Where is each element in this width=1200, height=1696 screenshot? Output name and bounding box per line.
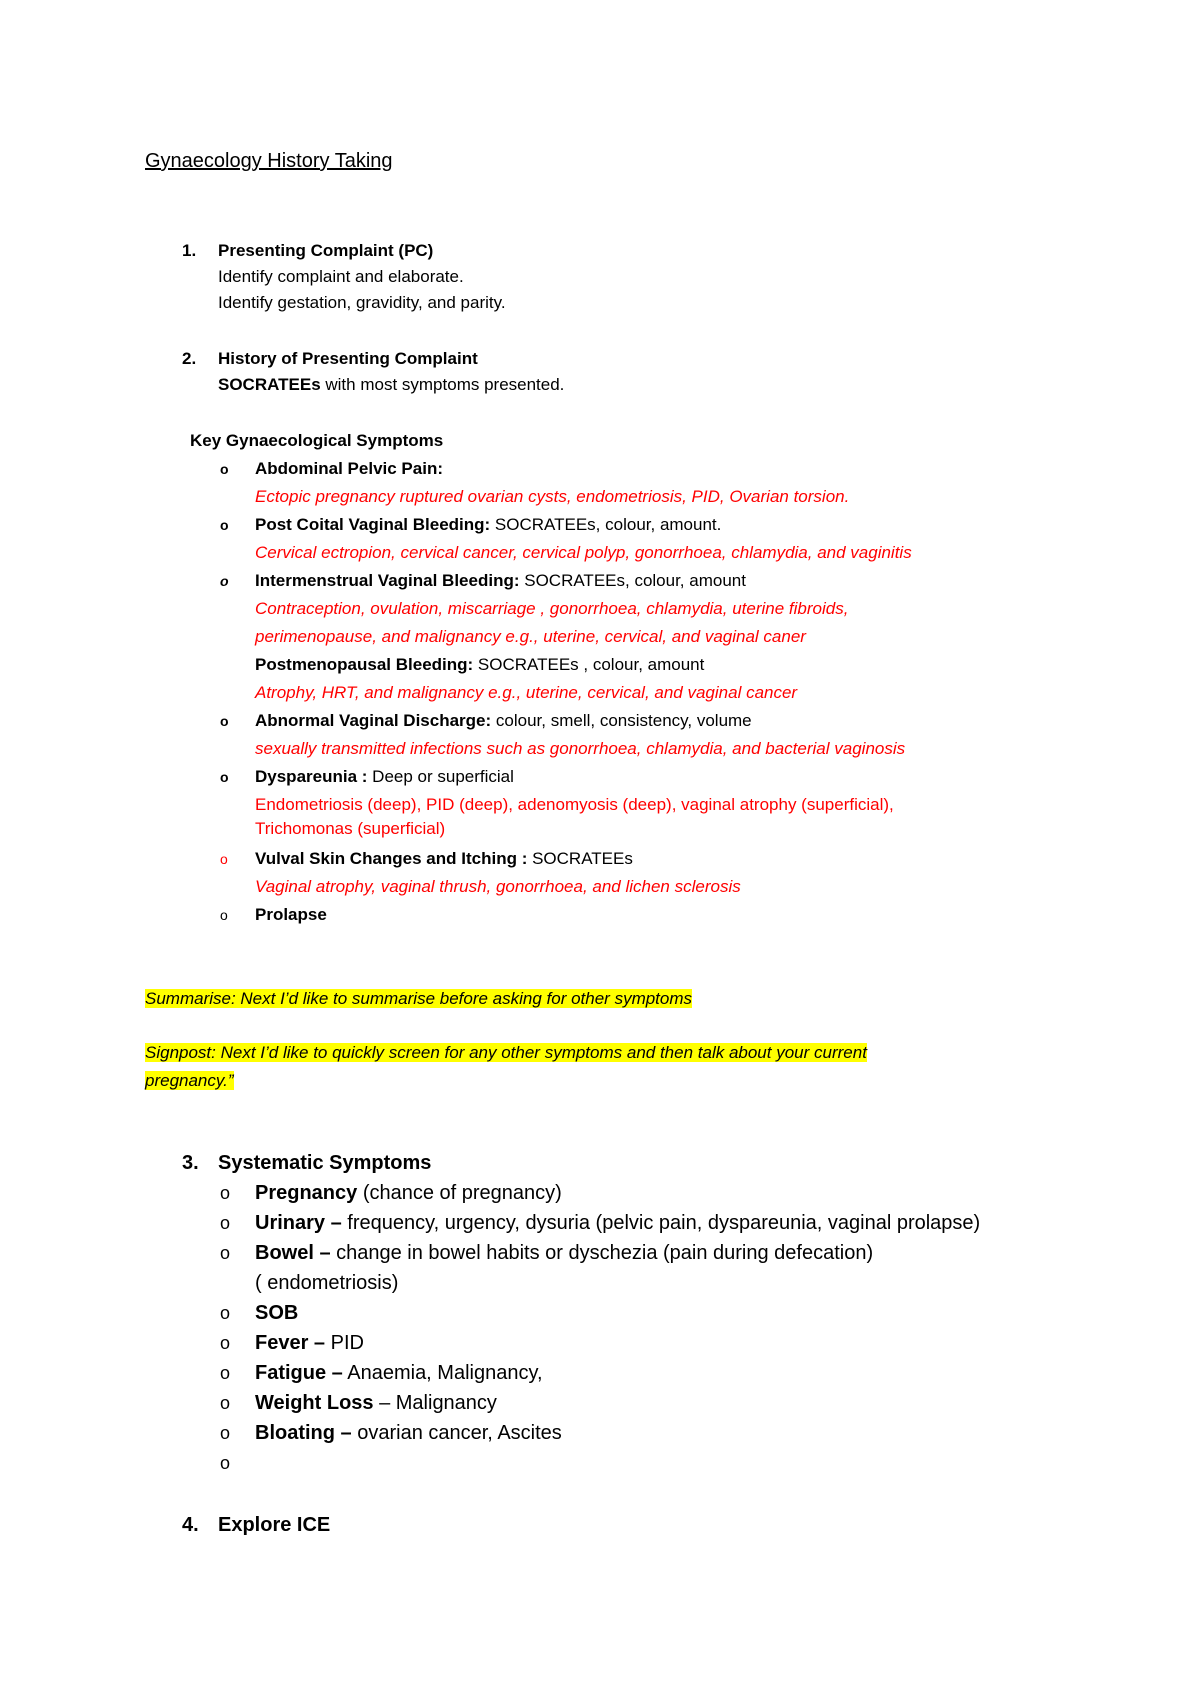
symptom-causes: perimenopause, and malignancy e.g., uterine, cervical, and vaginal caner bbox=[255, 627, 806, 646]
bullet-icon: o bbox=[220, 907, 228, 923]
systematic-item-bloating: Bloating – ovarian cancer, Ascites bbox=[255, 1422, 562, 1444]
systematic-item-bowel-cont: ( endometriosis) bbox=[255, 1272, 399, 1294]
bullet-icon: o bbox=[220, 517, 229, 533]
bullet-icon: o bbox=[220, 1243, 231, 1263]
systematic-item-urinary: Urinary – frequency, urgency, dysuria (pelvic pain, dyspareunia, vaginal prolapse) bbox=[255, 1212, 981, 1234]
symptom-causes: Cervical ectropion, cervical cancer, cervical polyp, gonorrhoea, chlamydia, and vaginitis bbox=[255, 543, 912, 562]
symptom-abdominal-pelvic-pain: Abdominal Pelvic Pain: bbox=[255, 459, 443, 478]
systematic-item-fever: Fever – PID bbox=[255, 1332, 364, 1354]
systematic-item-pregnancy: Pregnancy (chance of pregnancy) bbox=[255, 1182, 562, 1204]
symptom-abnormal-discharge: Abnormal Vaginal Discharge: colour, smell, consistency, volume bbox=[255, 711, 752, 730]
systematic-item-fatigue: Fatigue – Anaemia, Malignancy, bbox=[255, 1362, 543, 1384]
symptom-postmenopausal-bleeding: Postmenopausal Bleeding: SOCRATEEs , colour, amount bbox=[255, 655, 705, 674]
bullet-icon: o bbox=[220, 851, 228, 867]
bullet-icon: o bbox=[220, 1303, 231, 1323]
symptom-post-coital-bleeding: Post Coital Vaginal Bleeding: SOCRATEEs, colour, amount. bbox=[255, 515, 722, 534]
summarise-note: Summarise: Next I’d like to summarise before asking for other symptoms bbox=[145, 989, 693, 1008]
symptom-dyspareunia: Dyspareunia : Deep or superficial bbox=[255, 767, 514, 786]
symptom-causes: Endometriosis (deep), PID (deep), adenomyosis (deep), vaginal atrophy (superficial), bbox=[255, 795, 894, 814]
symptom-causes: Trichomonas (superficial) bbox=[255, 819, 446, 838]
symptom-causes: sexually transmitted infections such as gonorrhoea, chlamydia, and bacterial vaginosis bbox=[255, 739, 906, 758]
bullet-icon: o bbox=[220, 1183, 231, 1203]
systematic-item-bowel: Bowel – change in bowel habits or dyschezia (pain during defecation) bbox=[255, 1242, 874, 1264]
symptom-intermenstrual-bleeding: Intermenstrual Vaginal Bleeding: SOCRATEEs, colour, amount bbox=[255, 571, 746, 590]
bullet-icon: o bbox=[220, 713, 229, 729]
systematic-item-weight-loss: Weight Loss – Malignancy bbox=[255, 1392, 497, 1414]
section-3-heading: 3. Systematic Symptoms bbox=[182, 1152, 432, 1174]
bullet-icon: o bbox=[220, 1333, 231, 1353]
bullet-icon: o bbox=[220, 1423, 231, 1443]
section-2-heading: 2. History of Presenting Complaint bbox=[182, 349, 478, 368]
section-1-line-1: Identify complaint and elaborate. bbox=[218, 267, 464, 286]
bullet-icon: o bbox=[220, 1453, 231, 1473]
symptom-prolapse: Prolapse bbox=[255, 905, 327, 924]
symptom-causes: Contraception, ovulation, miscarriage , gonorrhoea, chlamydia, uterine fibroids, bbox=[255, 599, 849, 618]
bullet-icon: o bbox=[220, 1363, 231, 1383]
symptom-vulval-skin-changes: Vulval Skin Changes and Itching : SOCRATEEs bbox=[255, 849, 633, 868]
section-4-heading: 4. Explore ICE bbox=[182, 1514, 331, 1536]
symptom-causes: Vaginal atrophy, vaginal thrush, gonorrhoea, and lichen sclerosis bbox=[255, 877, 741, 896]
section-1-heading: 1. Presenting Complaint (PC) bbox=[182, 241, 434, 260]
signpost-note-line-2: pregnancy.” bbox=[145, 1071, 234, 1090]
bullet-icon: o bbox=[220, 1213, 231, 1233]
bullet-icon: o bbox=[220, 461, 229, 477]
symptom-causes: Ectopic pregnancy ruptured ovarian cysts, endometriosis, PID, Ovarian torsion. bbox=[255, 487, 850, 506]
systematic-item-sob: SOB bbox=[255, 1302, 299, 1324]
bullet-icon: o bbox=[220, 573, 229, 589]
document-title: Gynaecology History Taking bbox=[145, 150, 393, 172]
section-1-line-2: Identify gestation, gravidity, and parity. bbox=[218, 293, 506, 312]
bullet-icon: o bbox=[220, 769, 229, 785]
bullet-icon: o bbox=[220, 1393, 231, 1413]
key-symptoms-heading: Key Gynaecological Symptoms bbox=[190, 431, 444, 450]
signpost-note-line-1: Signpost: Next I’d like to quickly screen for any other symptoms and then talk about your current bbox=[145, 1043, 867, 1062]
section-2-lead: SOCRATEEs with most symptoms presented. bbox=[218, 375, 565, 394]
symptom-causes: Atrophy, HRT, and malignancy e.g., uterine, cervical, and vaginal cancer bbox=[255, 683, 798, 702]
